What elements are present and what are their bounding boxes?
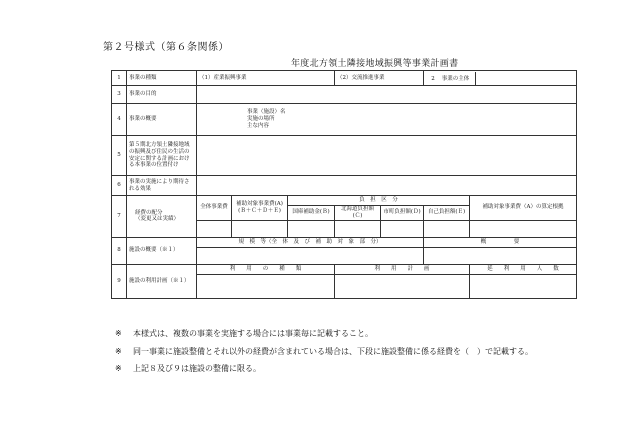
row-purpose bbox=[112, 86, 577, 104]
effect-field[interactable] bbox=[197, 176, 577, 196]
row-number: 2 bbox=[431, 75, 435, 82]
subsidy-cost-formula: (Ｂ＋Ｃ＋Ｄ＋Ｅ) bbox=[238, 207, 281, 214]
subsidy-cost-label: 補助対象事業費(A) bbox=[236, 201, 283, 207]
note-item bbox=[115, 360, 533, 378]
row-number: 1 bbox=[112, 71, 127, 86]
municipal-burden-field[interactable] bbox=[381, 220, 424, 237]
subsidy-cost-header bbox=[232, 196, 288, 221]
national-subsidy-header: 国庫補助金(Ｂ) bbox=[288, 206, 335, 221]
row-number: 6 bbox=[112, 176, 127, 196]
row-facility-header bbox=[112, 237, 577, 247]
national-subsidy-field[interactable] bbox=[288, 220, 335, 237]
effect-label: 事業の実施により期待される効果 bbox=[127, 176, 197, 196]
usage-plan-field[interactable] bbox=[335, 274, 470, 298]
row-usage-header bbox=[112, 264, 577, 274]
row-number: 9 bbox=[112, 264, 127, 298]
notes bbox=[115, 325, 533, 378]
user-count-header: 延 利 用 人 数 bbox=[470, 264, 577, 274]
user-count-field[interactable] bbox=[470, 274, 577, 298]
note-item bbox=[115, 325, 533, 343]
row-cost-header bbox=[112, 196, 577, 206]
overview-label: 事業の概要 bbox=[127, 104, 197, 136]
cost-allocation-sub: （変更又は実績） bbox=[135, 216, 180, 223]
note-text: 同一事業に施設整備とそれ以外の経費が含まれている場合は、下段に施設整備に係る経費を（ ）で記載する。 bbox=[133, 346, 533, 356]
row-positioning bbox=[112, 136, 577, 176]
hokkaido-burden-field[interactable] bbox=[335, 220, 381, 237]
row-number: 7 bbox=[112, 196, 127, 238]
summary-header: 概 要 bbox=[424, 237, 577, 247]
total-cost-field[interactable] bbox=[197, 220, 232, 237]
note-text: 上記８及び９は施設の整備に限る。 bbox=[133, 364, 261, 373]
purpose-label: 事業の目的 bbox=[127, 86, 197, 104]
option-industry[interactable] bbox=[197, 71, 335, 86]
self-burden-field[interactable] bbox=[424, 220, 470, 237]
row-effect bbox=[112, 176, 577, 196]
business-entity-cell[interactable] bbox=[424, 71, 577, 86]
burden-header: 負 担 区 分 bbox=[288, 196, 470, 206]
cost-allocation-label: 経費の配分 bbox=[135, 209, 163, 216]
facility-overview-label: 施設の概要（※１） bbox=[127, 237, 197, 264]
purpose-field[interactable] bbox=[197, 86, 577, 104]
plan-form-table bbox=[111, 70, 577, 299]
scale-header: 規 模 等（全 体 及 び 補 助 対 象 部 分） bbox=[197, 237, 424, 247]
note-mark: ※ bbox=[115, 346, 122, 356]
business-entity-label: 事業の主体 bbox=[441, 75, 470, 82]
usage-type-header: 利 用 の 種 類 bbox=[197, 264, 335, 274]
note-mark: ※ bbox=[115, 364, 122, 373]
option-exchange-text: （2）交流推進事業 bbox=[337, 74, 385, 81]
positioning-label: 第５期北方領土隣接地域の振興及び住民の生活の安定に関する計画における本事業の位置付け bbox=[127, 136, 197, 176]
document-title: 年度北方領土隣接地域振興等事業計画書 bbox=[291, 59, 459, 69]
facility-name-label: 事業（施設）名 bbox=[247, 109, 286, 116]
note-mark: ※ bbox=[115, 329, 122, 338]
municipal-burden-header: 市町負担額(Ｄ) bbox=[381, 206, 424, 221]
usage-plan-header: 利 用 計 画 bbox=[335, 264, 470, 274]
hokkaido-burden-header: 北海道負担額(Ｃ) bbox=[335, 206, 381, 221]
summary-field[interactable] bbox=[424, 247, 577, 264]
basis-header: 補助対象事業費（A）の算定根拠 bbox=[470, 196, 577, 221]
row-number: 3 bbox=[112, 86, 127, 104]
scale-field[interactable] bbox=[197, 247, 424, 264]
form-number: 第２号様式（第６条関係） bbox=[103, 42, 229, 53]
subsidy-cost-field[interactable] bbox=[232, 220, 288, 237]
usage-type-field[interactable] bbox=[197, 274, 335, 298]
option-industry-text: （1）産業振興事業 bbox=[199, 74, 247, 81]
self-burden-header: 自己負担額(Ｅ) bbox=[424, 206, 470, 221]
note-item bbox=[115, 343, 533, 361]
usage-plan-label: 施設の利用計画（※１） bbox=[127, 264, 197, 298]
location-label: 実施の場所 bbox=[247, 116, 275, 123]
total-cost-header: 全体事業費 bbox=[197, 196, 232, 221]
note-text: 本様式は、複数の事業を実施する場合には事業毎に記載すること。 bbox=[133, 329, 373, 338]
option-exchange[interactable] bbox=[335, 71, 424, 86]
row-number: 5 bbox=[112, 136, 127, 176]
main-content-label: 主な内容 bbox=[247, 122, 270, 129]
row-business-type bbox=[112, 71, 577, 86]
basis-field[interactable] bbox=[470, 220, 577, 237]
row-overview bbox=[112, 104, 577, 136]
row-number: 8 bbox=[112, 237, 127, 264]
business-type-label: 事業の種類 bbox=[127, 71, 197, 86]
row-number: 4 bbox=[112, 104, 127, 136]
overview-field[interactable] bbox=[197, 104, 577, 136]
positioning-field[interactable] bbox=[197, 136, 577, 176]
cost-label-cell bbox=[127, 196, 197, 238]
